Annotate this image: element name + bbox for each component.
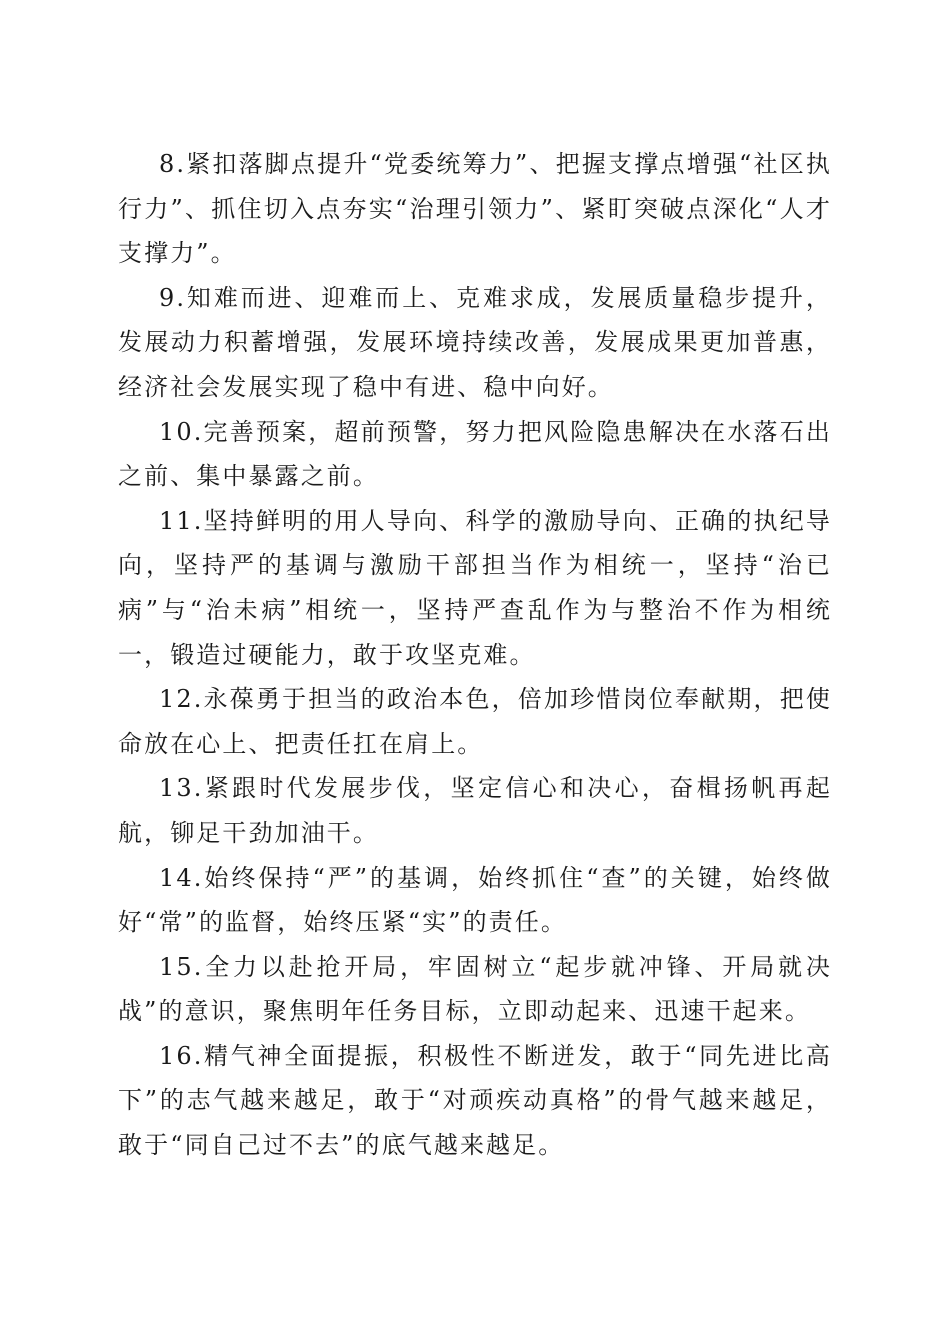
paragraph-8: 8.紧扣落脚点提升“党委统筹力”、把握支撑点增强“社区执行力”、抓住切入点夯实“治理引领力”、紧盯突破点深化“人才支撑力”。 <box>118 150 832 268</box>
paragraph-14: 14.始终保持“严”的基调，始终抓住“查”的关键，始终做好“常”的监督，始终压紧“实”的责任。 <box>118 863 832 937</box>
paragraph-10: 10.完善预案，超前预警，努力把风险隐患解决在水落石出之前、集中暴露之前。 <box>118 417 832 491</box>
paragraph-11: 11.坚持鲜明的用人导向、科学的激励导向、正确的执纪导向，坚持严的基调与激励干部担当作为相统一，坚持“治已病”与“治未病”相统一，坚持严查乱作为与整治不作为相统一，锻造过硬能力，敢于攻坚克难。 <box>118 506 832 669</box>
document-body <box>118 142 832 1168</box>
paragraph-13: 13.紧跟时代发展步伐，坚定信心和决心，奋楫扬帆再起航，铆足干劲加油干。 <box>118 774 832 847</box>
paragraph-15: 15.全力以赴抢开局，牢固树立“起步就冲锋、开局就决战”的意识，聚焦明年任务目标，立即动起来、迅速干起来。 <box>118 952 832 1026</box>
paragraph-16: 16.精气神全面提振，积极性不断迸发，敢于“同先进比高下”的志气越来越足，敢于“对顽疾动真格”的骨气越来越足，敢于“同自己过不去”的底气越来越足。 <box>118 1041 832 1160</box>
paragraph-12: 12.永葆勇于担当的政治本色，倍加珍惜岗位奉献期，把使命放在心上、把责任扛在肩上。 <box>118 685 832 758</box>
paragraph-9: 9.知难而进、迎难而上、克难求成，发展质量稳步提升，发展动力积蓄增强，发展环境持续改善，发展成果更加普惠，经济社会发展实现了稳中有进、稳中向好。 <box>118 283 832 401</box>
